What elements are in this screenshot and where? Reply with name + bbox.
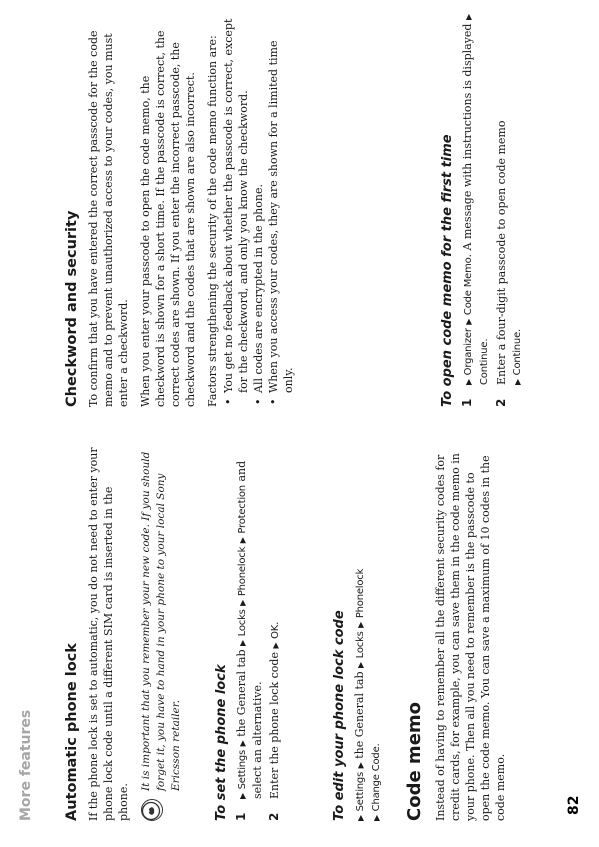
paragraph: Instead of having to remember all the different security codes for credit cards, for example, you can save them in the code memo in your phone. Then all you need to remember is the passcode to open the code memo. You can save a maximum of 10 codes in the code memo. (434, 453, 507, 821)
menu-path-item: Phonelock (237, 546, 248, 597)
section-heading: Checkword and security (64, 210, 80, 407)
step-number: 1 (460, 398, 474, 407)
step-item: 2 Enter the phone lock code ▶ OK. (267, 621, 281, 821)
step-item: 2 Enter a four-digit passcode to open code memo ▶ Continue. (494, 120, 523, 407)
menu-path-item: Organizer (463, 328, 474, 376)
bullet-list (221, 12, 296, 407)
list-item: • All codes are encrypted in the phone. (251, 12, 266, 407)
list-item: • When you access your codes, they are shown for a limited time only. (266, 12, 296, 407)
section-edit-lock (332, 446, 384, 821)
menu-path-item: Change Code. (371, 743, 382, 812)
note-block (139, 446, 184, 821)
step-number: 2 (267, 812, 281, 821)
step-text: and select an alternative. (235, 460, 264, 799)
step-text: . A message with instructions is displayed (461, 23, 474, 258)
menu-path-item: Locks (355, 631, 366, 659)
menu-path-item: Continue. (479, 338, 490, 385)
step-number: 2 (494, 398, 508, 407)
menu-path-item: Code Memo (463, 257, 474, 316)
paragraph: When you enter your passcode to open the code memo, the checkword is shown for a short time. If the passcode is correct, the correct codes are shown. If you enter the incorrect passcode, the checkword and the codes that are shown are also incorrect. (139, 30, 197, 407)
task-heading: To open code memo for the first time (440, 134, 455, 407)
instruction-path: ▶ Settings ▶ the General tab ▶ Locks ▶ Phonelock ▶ Change Code. (353, 568, 382, 821)
step-text: the General tab (235, 649, 248, 737)
task-heading: To set the phone lock (214, 664, 229, 821)
header-title: More features (18, 709, 34, 821)
steps-list (460, 12, 525, 407)
page-number: 82 (566, 795, 582, 815)
paragraph: If the phone lock is set to automatic, you do not need to enter your phone lock code until a different SIM card is inserted in the phone. (87, 447, 130, 821)
step-text: Enter a four-digit passcode to open code memo (495, 120, 508, 385)
section-open-memo (440, 12, 527, 407)
section-checkword (64, 12, 296, 407)
section-heading: Code memo (404, 701, 425, 821)
paragraph: Factors strengthening the security of the code memo function are: (206, 35, 219, 407)
section-code-memo (404, 446, 508, 821)
section-auto-lock (64, 446, 184, 821)
task-heading: To edit your phone lock code (332, 610, 347, 821)
section-heading: Automatic phone lock (64, 643, 80, 821)
note-text: It is important that you remember your new code. If you should forget it, you have to hand in your phone to your local Sony Ericsson retailer. (140, 451, 182, 791)
note-icon (141, 799, 163, 821)
menu-path-item: OK. (270, 621, 281, 639)
list-item: • You get no feedback about whether the passcode is correct, except for the checkword, and only you know the checkword. (221, 12, 251, 407)
menu-path-item: Settings (355, 771, 366, 812)
menu-path-item: Locks (237, 609, 248, 637)
steps-list (234, 446, 283, 821)
menu-path-item: Phonelock (355, 568, 366, 619)
menu-path-item: Continue. (512, 328, 523, 376)
step-item: 1 ▶ Organizer ▶ Code Memo. A message with instructions is displayed ▶ Continue. (460, 13, 490, 407)
menu-path-item: Settings (237, 749, 248, 790)
step-item: 1 ▶ Settings ▶ the General tab ▶ Locks ▶ Phonelock ▶ Protection and select an alternative. (234, 460, 264, 821)
step-text: Enter the phone lock code (268, 652, 281, 799)
step-number: 1 (234, 812, 248, 821)
paragraph: To confirm that you have entered the correct passcode for the code memo and to prevent unauthorized access to your codes, you must enter a checkword. (87, 30, 130, 407)
step-text: the General tab (353, 671, 366, 759)
menu-path-item: Protection (237, 485, 248, 534)
section-set-lock (214, 446, 285, 821)
